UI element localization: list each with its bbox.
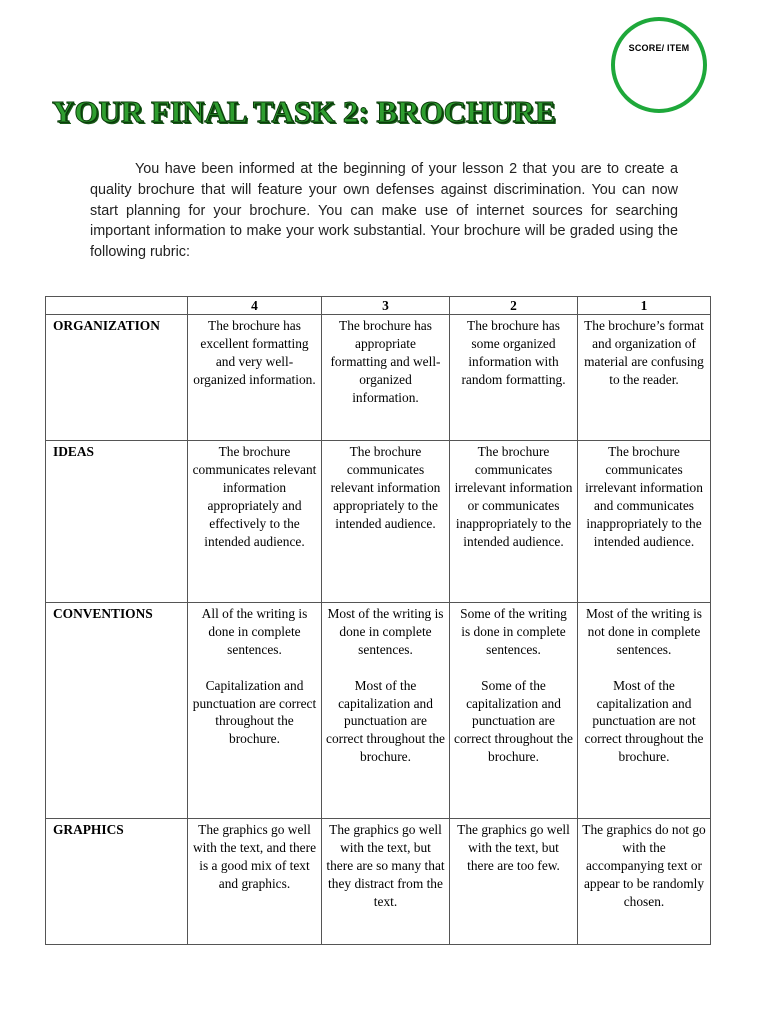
header-score-3: 3 xyxy=(322,297,450,315)
rubric-cell: The brochure has excellent formatting and very well-organized information. xyxy=(188,315,322,441)
intro-paragraph: You have been informed at the beginning of your lesson 2 that you are to create a quality brochure that will feature your own defenses against discrimination. You can now start planning for your brochure. You can make use of internet sources for searching important information to make your work substantial. Your brochure will be graded using the following rubric: xyxy=(90,161,678,261)
rubric-cell: The brochure has appropriate formatting and well-organized information. xyxy=(322,315,450,441)
rubric-cell: The graphics go well with the text, but there are too few. xyxy=(450,819,578,945)
rubric-table xyxy=(45,296,711,945)
header-criteria xyxy=(46,297,188,315)
rubric-row-conventions xyxy=(46,603,711,819)
cell-paragraph-1: Some of the writing is done in complete sentences. xyxy=(460,606,567,657)
cell-paragraph-2: Some of the capitalization and punctuation are correct throughout the brochure. xyxy=(454,677,573,765)
rubric-cell xyxy=(188,603,322,819)
cell-paragraph-1: Most of the writing is done in complete sentences. xyxy=(327,606,444,657)
rubric-cell: The brochure communicates relevant information appropriately to the intended audience. xyxy=(322,441,450,603)
rubric-cell: The brochure’s format and organization of material are confusing to the reader. xyxy=(578,315,711,441)
rubric-cell: The graphics go well with the text, and there is a good mix of text and graphics. xyxy=(188,819,322,945)
rubric-cell xyxy=(578,603,711,819)
cell-paragraph-1: Most of the writing is not done in complete sentences. xyxy=(585,606,703,657)
rubric-cell xyxy=(450,603,578,819)
rubric-header-row xyxy=(46,297,711,315)
rubric-row-ideas xyxy=(46,441,711,603)
cell-paragraph-1: All of the writing is done in complete sentences. xyxy=(201,606,308,657)
rubric-cell: The brochure communicates irrelevant information and communicates inappropriately to the intended audience. xyxy=(578,441,711,603)
rubric-cell: The brochure communicates irrelevant information or communicates inappropriately to the intended audience. xyxy=(450,441,578,603)
criterion-label: IDEAS xyxy=(46,441,188,603)
cell-paragraph-2: Most of the capitalization and punctuation are not correct throughout the brochure. xyxy=(584,677,704,765)
cell-paragraph-2: Most of the capitalization and punctuation are correct throughout the brochure. xyxy=(326,677,445,765)
criterion-label: GRAPHICS xyxy=(46,819,188,945)
criterion-label: CONVENTIONS xyxy=(46,603,188,819)
rubric-row-graphics xyxy=(46,819,711,945)
rubric-cell: The brochure has some organized information with random formatting. xyxy=(450,315,578,441)
score-label: SCORE/ ITEM xyxy=(628,43,690,53)
rubric-cell: The brochure communicates relevant information appropriately and effectively to the intended audience. xyxy=(188,441,322,603)
rubric-cell: The graphics do not go with the accompanying text or appear to be randomly chosen. xyxy=(578,819,711,945)
page-title: YOUR FINAL TASK 2: BROCHURE xyxy=(52,94,556,129)
header-score-2: 2 xyxy=(450,297,578,315)
rubric-row-organization xyxy=(46,315,711,441)
criterion-label: ORGANIZATION xyxy=(46,315,188,441)
rubric-cell: The graphics go well with the text, but there are so many that they distract from the text. xyxy=(322,819,450,945)
header-score-4: 4 xyxy=(188,297,322,315)
cell-paragraph-2: Capitalization and punctuation are correct throughout the brochure. xyxy=(192,677,317,747)
rubric-cell xyxy=(322,603,450,819)
header-score-1: 1 xyxy=(578,297,711,315)
score-circle xyxy=(611,17,707,113)
